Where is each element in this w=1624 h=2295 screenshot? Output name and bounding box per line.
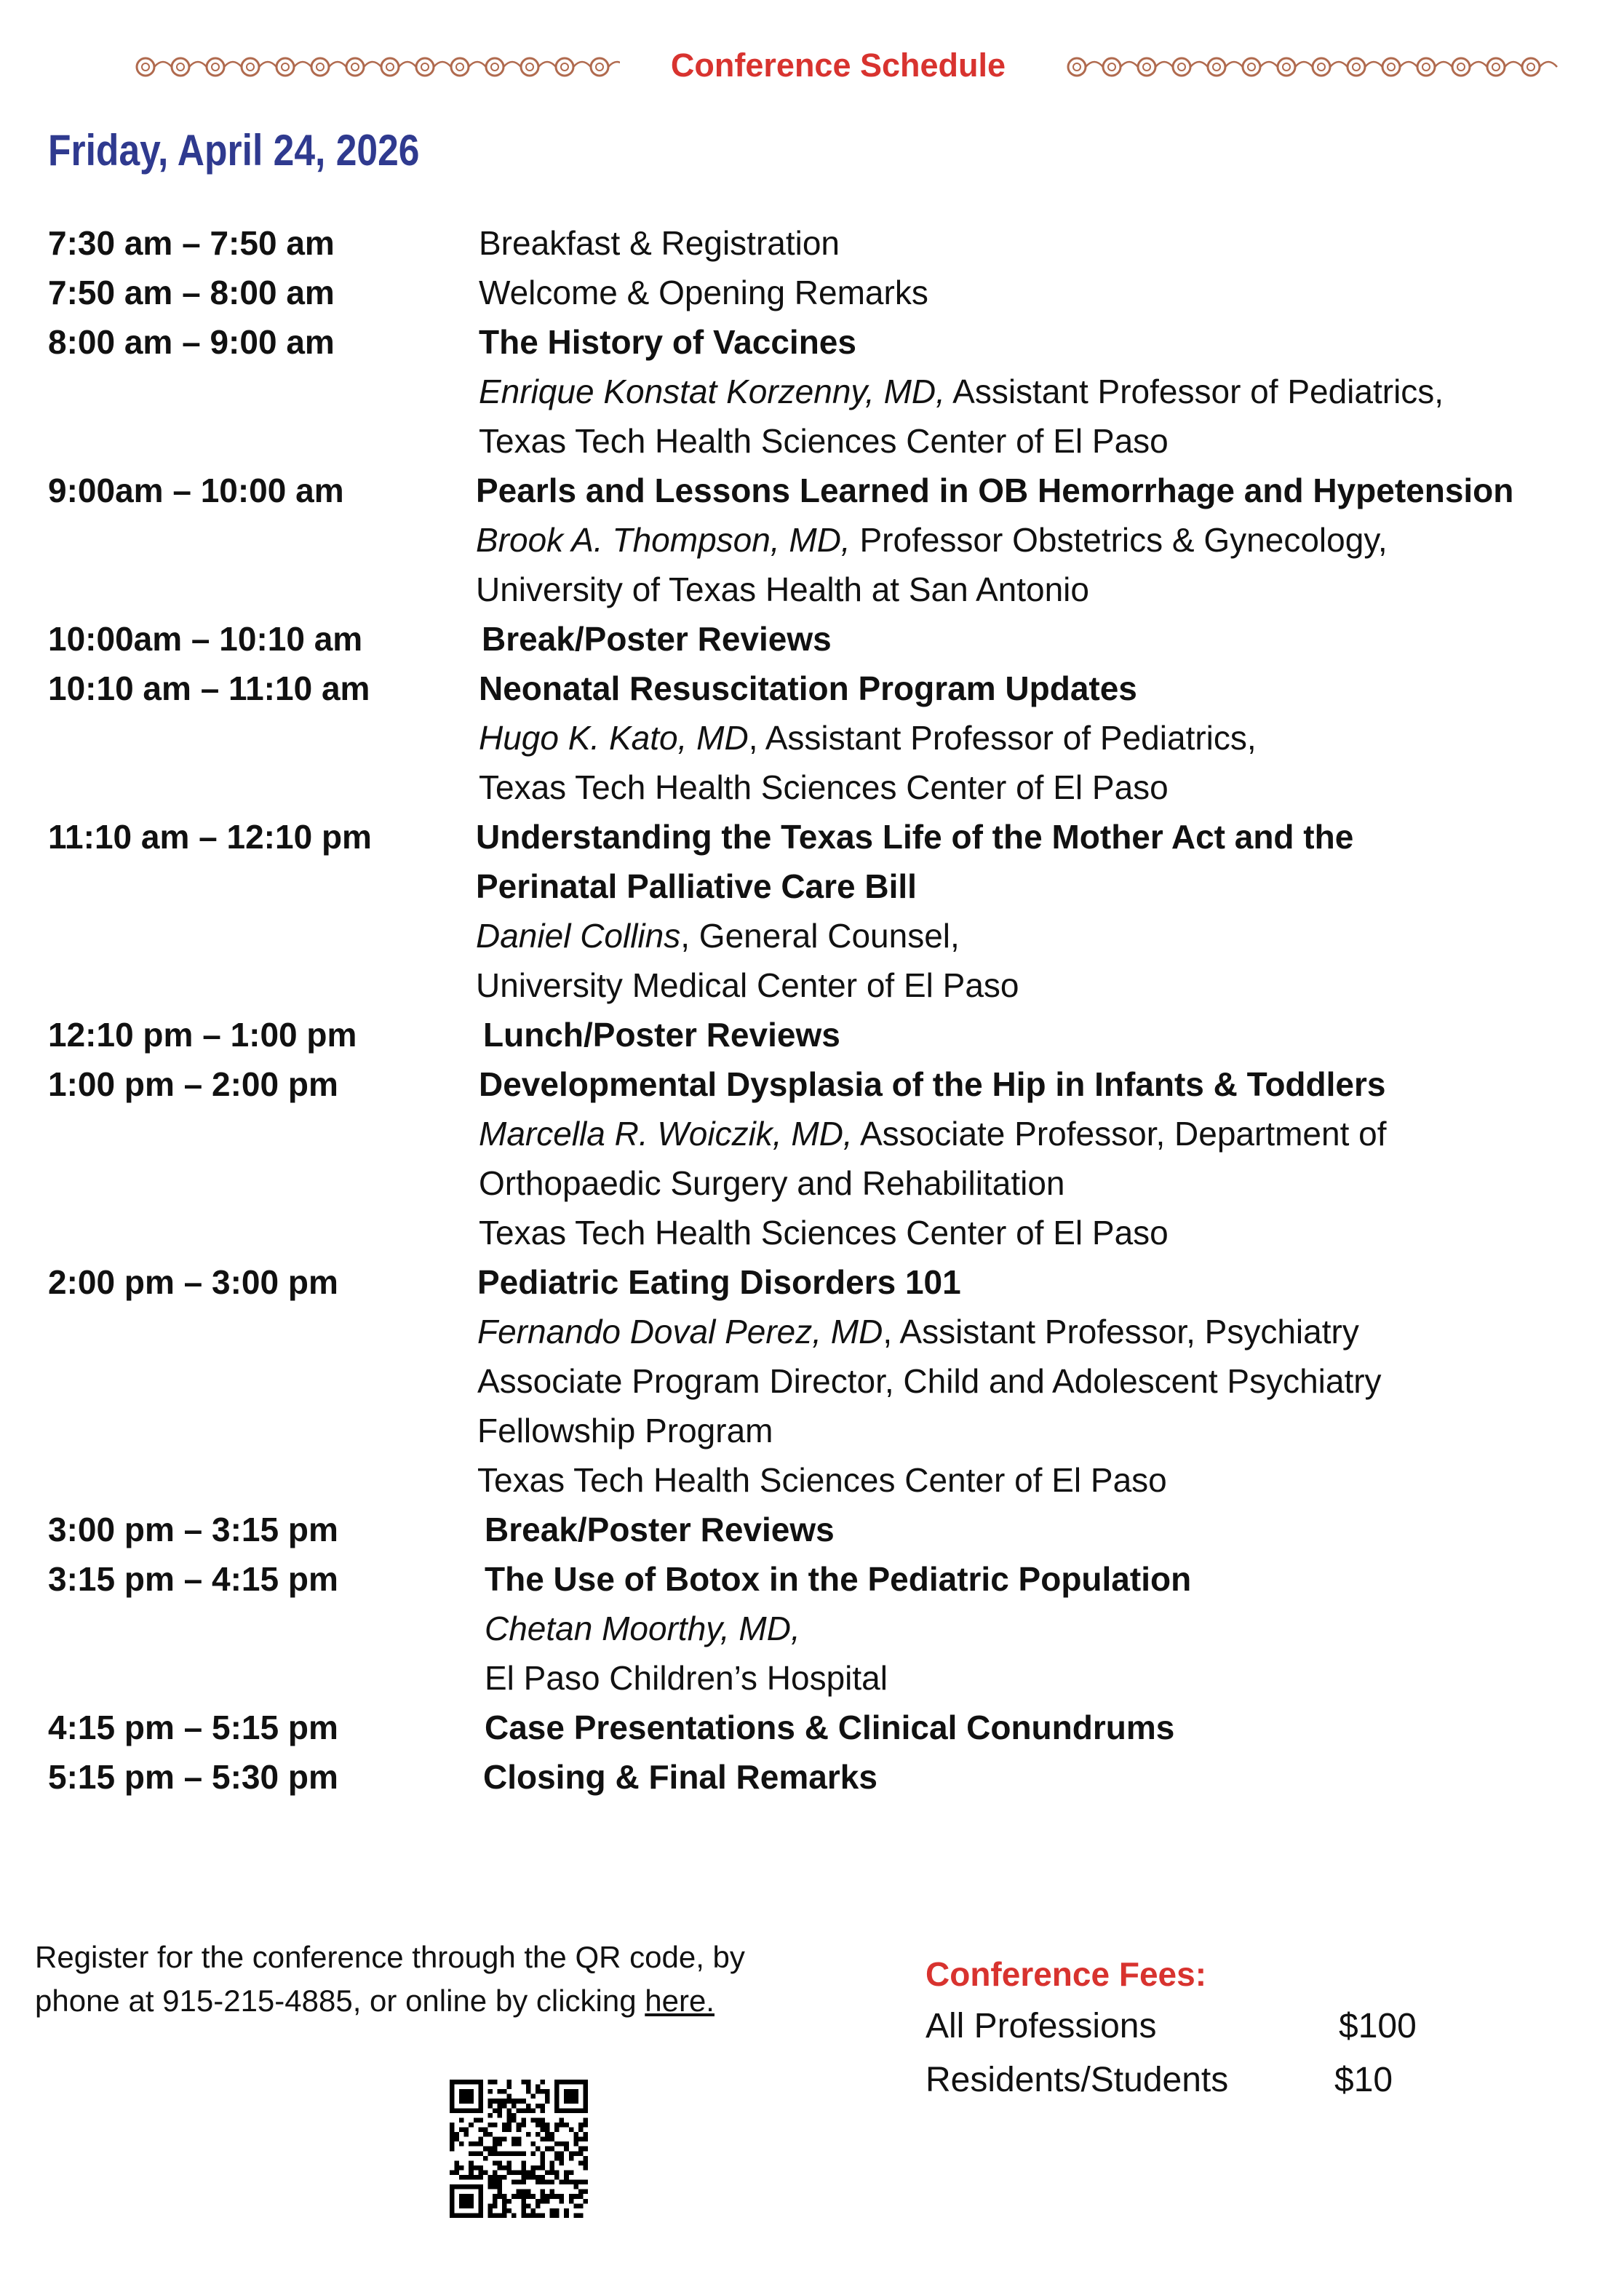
speaker-name: Hugo K. Kato, MD <box>479 719 749 757</box>
session-title: Pearls and Lessons Learned in OB Hemorrhage and Hypetension <box>476 472 1514 509</box>
session-affiliation: University Medical Center of El Paso <box>476 966 1019 1004</box>
register-link[interactable]: here. <box>645 1984 715 2018</box>
speaker-name: Chetan Moorthy, MD, <box>485 1610 800 1647</box>
session-affiliation: Orthopaedic Surgery and Rehabilitation <box>479 1164 1065 1202</box>
speaker-role: Assistant Professor of Pediatrics, <box>944 373 1444 410</box>
speaker-name: Marcella R. Woiczik, MD, <box>479 1115 853 1153</box>
schedule-header <box>0 45 1624 89</box>
session-title: Closing & Final Remarks <box>483 1758 877 1796</box>
session-title: Developmental Dysplasia of the Hip in Infants & Toddlers <box>479 1065 1386 1103</box>
session-title-continued: Perinatal Palliative Care Bill <box>476 867 917 905</box>
schedule-list <box>48 218 1605 1802</box>
header-title: Conference Schedule <box>670 47 1006 84</box>
session-title: Welcome & Opening Remarks <box>479 274 928 311</box>
session-row <box>48 268 1605 317</box>
speaker-name: Brook A. Thompson, MD, <box>476 521 851 559</box>
fee-label: All Professions <box>926 2007 1157 2045</box>
session-row <box>48 812 1605 1010</box>
session-title: The History of Vaccines <box>479 323 856 361</box>
session-affiliation: Associate Program Director, Child and Adolescent Psychiatry <box>477 1362 1382 1400</box>
session-affiliation: Texas Tech Health Sciences Center of El Paso <box>477 1461 1167 1499</box>
session-row <box>48 1257 1605 1505</box>
fee-label: Residents/Students <box>926 2061 1229 2099</box>
session-time: 4:15 pm – 5:15 pm <box>48 1709 338 1746</box>
session-row <box>48 664 1605 812</box>
session-title: Breakfast & Registration <box>479 224 840 262</box>
session-time: 3:00 pm – 3:15 pm <box>48 1511 338 1548</box>
session-time: 7:30 am – 7:50 am <box>48 224 335 262</box>
session-affiliation: Texas Tech Health Sciences Center of El Paso <box>479 422 1169 460</box>
session-speaker-line <box>476 515 1605 565</box>
session-title: Pediatric Eating Disorders 101 <box>477 1263 961 1301</box>
session-speaker-line <box>479 1109 1605 1158</box>
session-time: 12:10 pm – 1:00 pm <box>48 1016 357 1054</box>
session-row <box>48 1752 1605 1802</box>
session-row <box>48 1010 1605 1059</box>
session-row <box>48 317 1605 466</box>
session-row <box>48 1554 1605 1703</box>
fee-amount: $100 <box>1339 2007 1417 2045</box>
session-affiliation: Texas Tech Health Sciences Center of El Paso <box>479 768 1169 806</box>
session-time: 9:00am – 10:00 am <box>48 472 344 509</box>
session-time: 1:00 pm – 2:00 pm <box>48 1065 338 1103</box>
session-row <box>48 1059 1605 1257</box>
session-row <box>48 1703 1605 1752</box>
session-row <box>48 614 1605 664</box>
session-title: The Use of Botox in the Pediatric Population <box>485 1560 1192 1598</box>
session-affiliation: Texas Tech Health Sciences Center of El Paso <box>479 1214 1169 1252</box>
session-time: 8:00 am – 9:00 am <box>48 323 335 361</box>
date-heading: Friday, April 24, 2026 <box>48 126 420 175</box>
session-speaker-line <box>479 713 1605 763</box>
registration-text: Register for the conference through the QR code, by phone at 915-215-4885, or online by clicking <box>35 1940 745 2018</box>
session-row <box>48 1505 1605 1554</box>
session-title: Lunch/Poster Reviews <box>483 1016 840 1054</box>
session-affiliation: El Paso Children’s Hospital <box>485 1659 888 1697</box>
speaker-role: , General Counsel, <box>680 917 960 955</box>
speaker-role: , Assistant Professor of Pediatrics, <box>748 719 1257 757</box>
fee-amount: $10 <box>1334 2061 1393 2099</box>
session-time: 5:15 pm – 5:30 pm <box>48 1758 338 1796</box>
speaker-name: Enrique Konstat Korzenny, MD, <box>479 373 945 410</box>
fees-title: Conference Fees: <box>926 1955 1207 1993</box>
session-title: Case Presentations & Clinical Conundrums <box>485 1709 1175 1746</box>
session-time: 11:10 am – 12:10 pm <box>48 818 372 856</box>
session-title: Neonatal Resuscitation Program Updates <box>479 669 1137 707</box>
session-title: Break/Poster Reviews <box>482 620 832 658</box>
session-speaker-line <box>476 911 1605 960</box>
speaker-role: , Assistant Professor, Psychiatry <box>883 1313 1359 1351</box>
session-speaker-line <box>485 1604 1605 1653</box>
speaker-name: Daniel Collins <box>476 917 681 955</box>
session-time: 7:50 am – 8:00 am <box>48 274 335 311</box>
swirl-border-icon <box>132 51 620 83</box>
session-time: 10:00am – 10:10 am <box>48 620 363 658</box>
registration-info <box>35 1936 763 2023</box>
swirl-border-icon <box>1064 51 1566 83</box>
session-time: 3:15 pm – 4:15 pm <box>48 1560 338 1598</box>
speaker-role: Professor Obstetrics & Gynecology, <box>850 521 1388 559</box>
fee-row <box>926 2000 1580 2053</box>
session-affiliation: Fellowship Program <box>477 1412 773 1449</box>
session-row <box>48 218 1605 268</box>
session-affiliation: University of Texas Health at San Antonio <box>476 570 1089 608</box>
qr-code-icon[interactable] <box>450 2080 588 2218</box>
speaker-name: Fernando Doval Perez, MD <box>477 1313 883 1351</box>
session-speaker-line <box>477 1307 1605 1356</box>
session-title: Break/Poster Reviews <box>485 1511 835 1548</box>
session-speaker-line <box>479 367 1605 416</box>
conference-fees <box>926 1949 1580 2107</box>
fee-row <box>926 2053 1580 2107</box>
session-time: 10:10 am – 11:10 am <box>48 669 370 707</box>
speaker-role: Associate Professor, Department of <box>852 1115 1387 1153</box>
session-row <box>48 466 1605 614</box>
session-title: Understanding the Texas Life of the Mother Act and the <box>476 818 1354 856</box>
session-time: 2:00 pm – 3:00 pm <box>48 1263 338 1301</box>
